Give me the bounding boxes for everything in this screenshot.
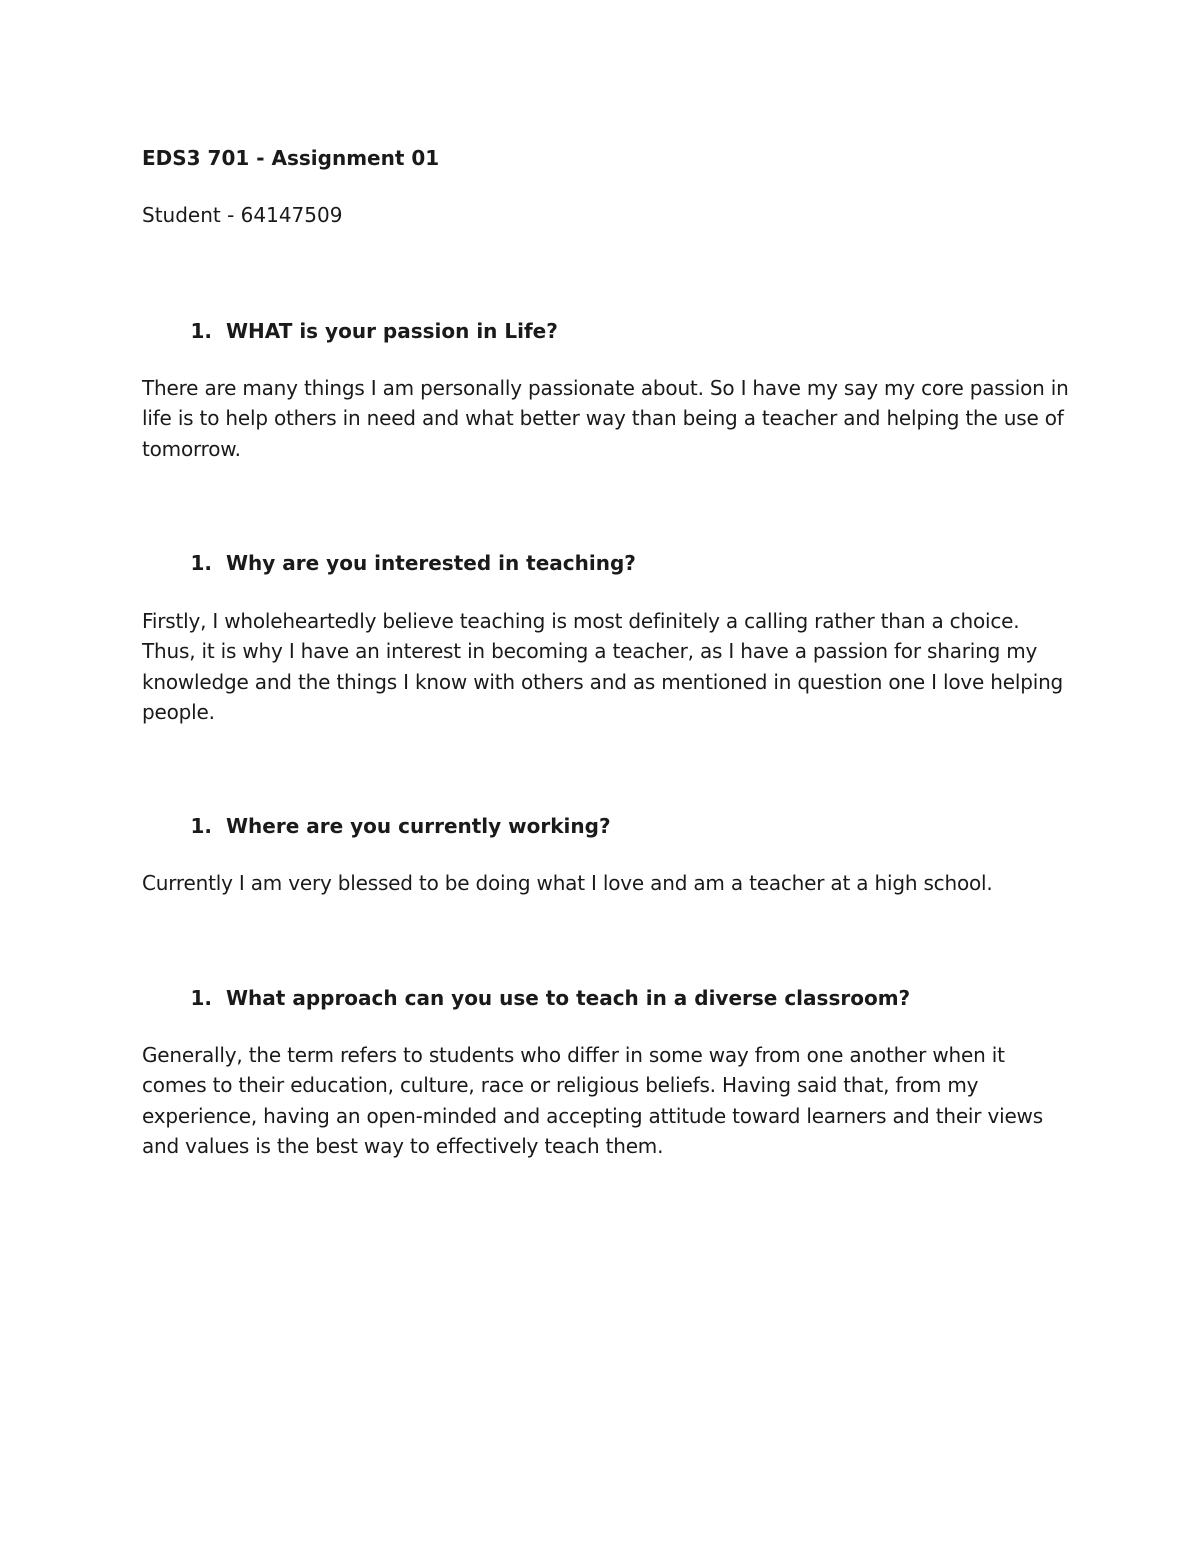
- list-number: 1.: [190, 814, 212, 838]
- list-number: 1.: [190, 319, 212, 343]
- question-heading: [142, 549, 1072, 577]
- student-number: Student - 64147509: [142, 203, 343, 227]
- question-heading: [142, 984, 1072, 1012]
- answer-paragraph: There are many things I am personally passionate about. So I have my say my core passion in life is to help others in need and what better way than being a teacher and helping the use of tomorrow.: [142, 376, 1069, 461]
- question-text: Why are you interested in teaching?: [226, 551, 636, 575]
- answer-paragraph: Generally, the term refers to students who differ in some way from one another when it comes to their education, culture, race or religious beliefs. Having said that, from my experience, having an open-minded and accepting attitude toward learners and their views and values is the best way to effectively teach them.: [142, 1043, 1043, 1158]
- document-title: EDS3 701 - Assignment 01: [142, 146, 440, 170]
- question-text: Where are you currently working?: [226, 814, 611, 838]
- question-text: What approach can you use to teach in a diverse classroom?: [226, 986, 911, 1010]
- question-text: WHAT is your passion in Life?: [226, 319, 558, 343]
- list-number: 1.: [190, 986, 212, 1010]
- question-heading: [142, 317, 1072, 345]
- question-heading: [142, 812, 1072, 840]
- answer-paragraph: Firstly, I wholeheartedly believe teaching is most definitely a calling rather than a choice. Thus, it is why I have an interest in becoming a teacher, as I have a passion for sharing my knowledge and the things I know with others and as mentioned in question one I love helping people.: [142, 609, 1064, 724]
- list-number: 1.: [190, 551, 212, 575]
- answer-paragraph: Currently I am very blessed to be doing what I love and am a teacher at a high school.: [142, 871, 993, 895]
